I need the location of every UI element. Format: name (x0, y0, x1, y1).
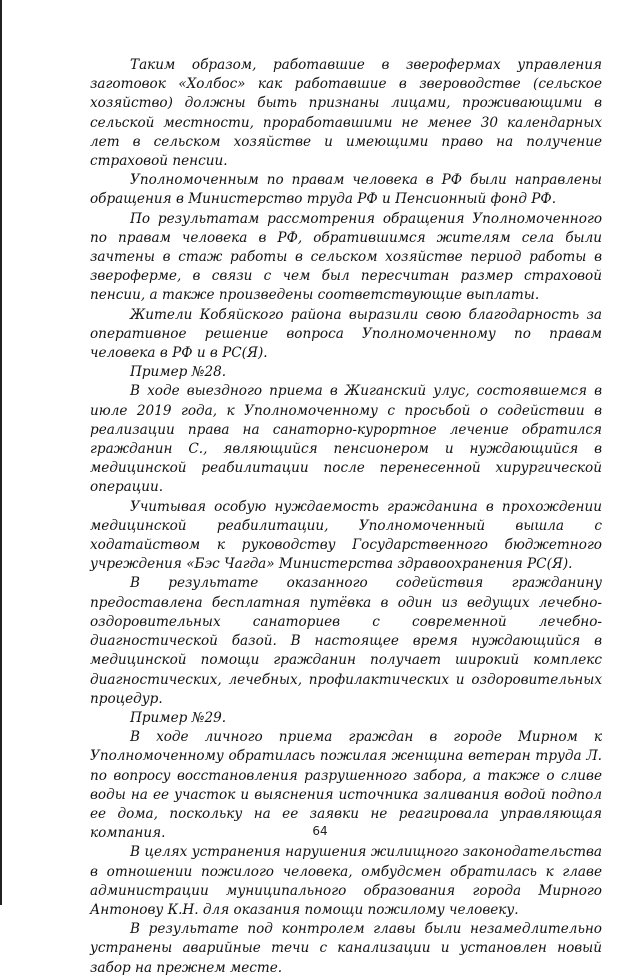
document-body (90, 56, 602, 978)
paragraph-ombudsman-appeal: В целях устранения нарушения жилищного законодательства в отношении пожилого человека, омбудсмен обратилась к главе администрации муниципального образования города Мирного Антонову К.Н. для оказания помощи пожилому человеку. (90, 844, 602, 918)
paragraph-gratitude: Жители Кобяйского района выразили свою благодарность за оперативное решение вопроса Уполномоченному по правам человека в РФ и в РС(Я). (90, 306, 602, 362)
paragraph-appeal-results: По результатам рассмотрения обращения Уполномоченного по правам человека в РФ, обратившимся жителям села были зачтены в стаж работы в сельском хозяйстве период работы в звероферме, в связи с чем был пересчитан размер страховой пенсии, а также произведены соответствующие выплаты. (90, 210, 602, 304)
example-heading-29: Пример №29. (130, 709, 227, 726)
paragraph-mirny-reception: В ходе личного приема граждан в городе Мирном к Уполномоченному обратилась пожилая женщина ветеран труда Л. по вопросу восстановления разрушенного забора, а также о сливе воды на ее участок и выяснения источника заливания водой подпол ее дома, поскольку на ее заявки не реагировала управляющая компания. (90, 729, 602, 842)
page-number: 64 (312, 824, 328, 838)
paragraph-voucher-result: В результате оказанного содействия гражданину предоставлена бесплатная путёвка в один из ведущих лечебно-оздоровительных санаториев с современной лечебно-диагностической базой. В настоящее время нуждающийся в медицинской помощи гражданин получает широкий комплекс диагностических, лечебных, профилактических и оздоровительных процедур. (90, 575, 602, 707)
scan-edge (0, 0, 2, 905)
paragraph-appeals-sent: Уполномоченным по правам человека в РФ были направлены обращения в Министерство труда РФ и Пенсионный фонд РФ. (90, 172, 602, 208)
paragraph-fence-result: В результате под контролем главы были незамедлительно устранены аварийные течи с канализации и установлен новый забор на прежнем месте. (90, 921, 602, 976)
paragraph-zhigansk-reception: В ходе выездного приема в Жиганский улус, состоявшемся в июле 2019 года, к Уполномоченному с просьбой о содействии в реализации права на санаторно-курортное лечение обратился гражданин С., являющийся пенсионером и нуждающийся в медицинской реабилитации после перенесенной хирургической операции. (90, 383, 602, 496)
paragraph-petition: Учитывая особую нуждаемость гражданина в прохождении медицинской реабилитации, Уполномоченный вышла с ходатайством к руководству Государственного бюджетного учреждения «Бэс Чагда» Министерства здравоохранения РС(Я). (90, 498, 602, 573)
example-heading-28: Пример №28. (130, 364, 227, 381)
paragraph-zoofarm-conclusion: Таким образом, работавшие в зверофермах управления заготовок «Холбос» как работавшие в звероводстве (сельское хозяйство) должны быть признаны лицами, проживающими в сельской местности, проработавшими не менее 30 календарных лет в сельском хозяйстве и имеющими право на получение страховой пенсии. (90, 57, 602, 170)
